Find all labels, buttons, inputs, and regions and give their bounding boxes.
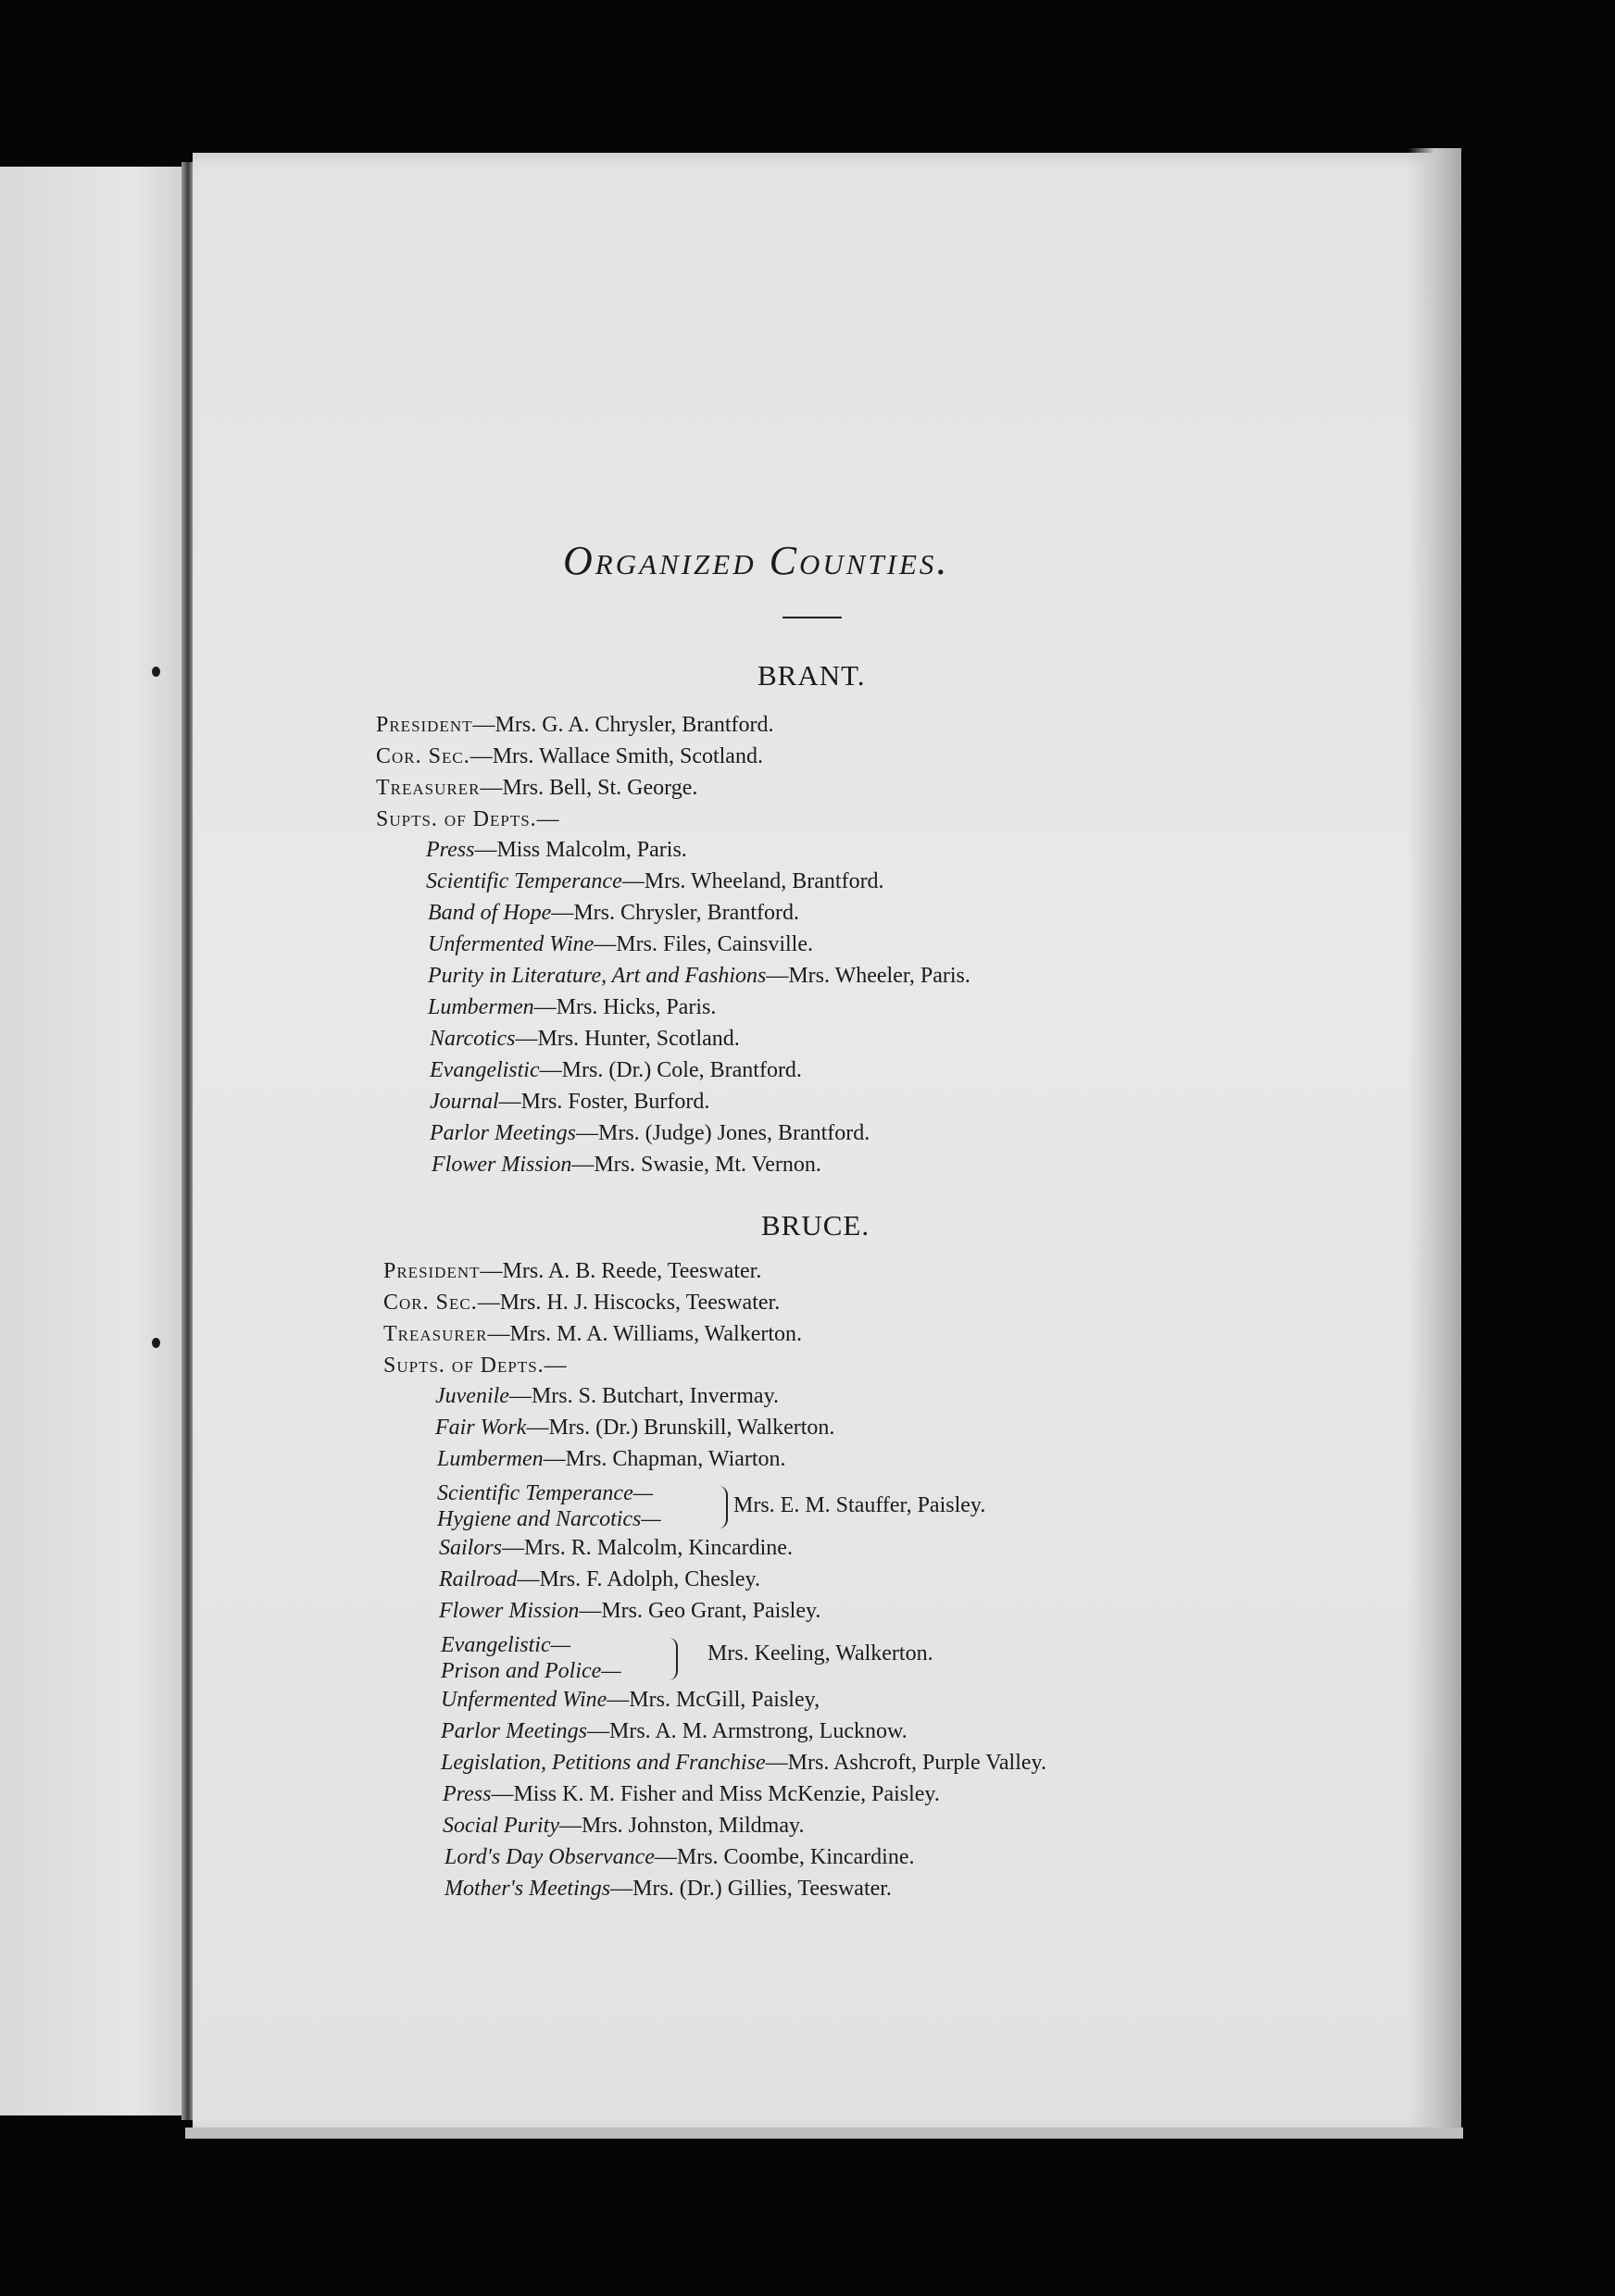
county-heading-brant: BRANT. [757,659,866,692]
dept-line: Parlor Meetings—Mrs. (Judge) Jones, Brantford. [430,1121,870,1145]
dept-person: Mrs. (Dr.) Gillies, Teeswater. [632,1877,892,1901]
dept-name: Parlor Meetings [430,1121,576,1145]
page-title: Organized Counties. [563,538,950,583]
officer-role: Cor. Sec. [376,744,470,768]
dept-name: Lumbermen [428,995,534,1019]
officer-person: Mrs. Wallace Smith, Scotland. [492,744,763,768]
dept-line: Legislation, Petitions and Franchise—Mrs. Ashcroft, Purple Valley. [441,1751,1046,1775]
officer-line: Treasurer—Mrs. M. A. Williams, Walkerton. [383,1322,803,1346]
braced-dept-names [437,1480,661,1532]
dept-name: Band of Hope [428,901,552,925]
dept-line: Press—Miss K. M. Fisher and Miss McKenzie, Paisley. [443,1782,940,1806]
dept-name: Lord's Day Observance [444,1845,655,1869]
dept-person: Mrs. S. Butchart, Invermay. [531,1384,780,1408]
officer-line: President—Mrs. A. B. Reede, Teeswater. [383,1259,762,1283]
officer-line: President—Mrs. G. A. Chrysler, Brantford. [376,713,774,737]
dept-name: Fair Work [435,1416,527,1440]
officer-line: Cor. Sec.—Mrs. Wallace Smith, Scotland. [376,744,763,768]
dept-name: Press [426,838,475,862]
dept-person: Mrs. Hicks, Paris. [556,995,717,1019]
dept-line: Journal—Mrs. Foster, Burford. [430,1090,710,1114]
dept-person: Miss Malcolm, Paris. [496,838,687,862]
dept-line: Narcotics—Mrs. Hunter, Scotland. [430,1027,740,1051]
dept-name: Hygiene and Narcotics— [437,1507,661,1531]
dept-person: Mrs. Coombe, Kincardine. [676,1845,915,1869]
dept-name: Purity in Literature, Art and Fashions [428,964,767,988]
dept-line: Fair Work—Mrs. (Dr.) Brunskill, Walkerton. [435,1416,835,1440]
dept-person: Mrs. (Dr.) Cole, Brantford. [561,1058,802,1082]
dept-name: Scientific Temperance [426,869,622,893]
dept-line: Unfermented Wine—Mrs. Files, Cainsville. [428,932,813,956]
dept-line: Mother's Meetings—Mrs. (Dr.) Gillies, Teeswater. [444,1877,892,1901]
dept-person: Mrs. A. M. Armstrong, Lucknow. [608,1719,908,1743]
braced-dept-names [441,1632,621,1684]
dept-person: Mrs. F. Adolph, Chesley. [539,1567,760,1591]
dept-person: Mrs. (Judge) Jones, Brantford. [597,1121,870,1145]
dept-person: Mrs. R. Malcolm, Kincardine. [524,1536,793,1560]
officer-line: Treasurer—Mrs. Bell, St. George. [376,776,698,800]
dept-person: Mrs. Chrysler, Brantford. [573,901,799,925]
dept-name: Prison and Police— [441,1659,621,1683]
officer-person: Mrs. G. A. Chrysler, Brantford. [495,713,774,737]
dept-line: Juvenile—Mrs. S. Butchart, Invermay. [435,1384,780,1408]
officer-person: Mrs. Bell, St. George. [502,776,698,800]
dept-line: Sailors—Mrs. R. Malcolm, Kincardine. [439,1536,793,1560]
dept-name: Flower Mission [432,1153,572,1177]
dept-person: Mrs. Geo Grant, Paisley. [601,1599,821,1623]
supts-label: Supts. of Depts.— [376,807,560,831]
dept-name: Social Purity [443,1814,559,1838]
dept-line: Railroad—Mrs. F. Adolph, Chesley. [439,1567,760,1591]
officer-person: Mrs. A. B. Reede, Teeswater. [502,1259,762,1283]
dept-person: Mrs. Johnston, Mildmay. [581,1814,805,1838]
dept-line: Lord's Day Observance—Mrs. Coombe, Kincardine. [444,1845,915,1869]
dept-person: Mrs. Chapman, Wiarton. [565,1447,786,1471]
dept-person: Miss K. M. Fisher and Miss McKenzie, Paisley. [513,1782,940,1806]
dept-line: Flower Mission—Mrs. Geo Grant, Paisley. [439,1599,821,1623]
dept-name: Parlor Meetings [441,1719,587,1743]
dept-person: Mrs. Wheeland, Brantford. [644,869,884,893]
dept-line: Lumbermen—Mrs. Chapman, Wiarton. [437,1447,786,1471]
dept-name: Press [443,1782,492,1806]
supts-label: Supts. of Depts.— [383,1354,568,1378]
dept-line: Flower Mission—Mrs. Swasie, Mt. Vernon. [432,1153,821,1177]
officer-role: President [376,713,473,737]
dept-name: Narcotics [430,1027,516,1051]
dept-person: Mrs. Hunter, Scotland. [537,1027,740,1051]
dept-line: Parlor Meetings—Mrs. A. M. Armstrong, Lucknow. [441,1719,908,1743]
dept-person: Mrs. Keeling, Walkerton. [707,1641,933,1666]
officer-role: Cor. Sec. [383,1291,478,1315]
dept-name: Juvenile [435,1384,509,1408]
dept-name: Railroad [439,1567,518,1591]
officer-role: Treasurer [383,1322,488,1346]
dept-person: Mrs. (Dr.) Brunskill, Walkerton. [548,1416,835,1440]
dept-name: Lumbermen [437,1447,544,1471]
dept-person: Mrs. Files, Cainsville. [616,932,813,956]
dept-name: Scientific Temperance— [437,1481,654,1505]
dept-line: Evangelistic—Mrs. (Dr.) Cole, Brantford. [430,1058,802,1082]
dept-person: Mrs. Ashcroft, Purple Valley. [787,1751,1046,1775]
title-rule [782,617,842,618]
brace-icon [717,1486,728,1529]
dept-name: Sailors [439,1536,503,1560]
dept-name: Unfermented Wine [441,1688,607,1712]
dept-name: Mother's Meetings [444,1877,611,1901]
dept-person: Mrs. Wheeler, Paris. [788,964,970,988]
dept-line: Scientific Temperance—Mrs. Wheeland, Brantford. [426,869,884,893]
officer-line: Cor. Sec.—Mrs. H. J. Hiscocks, Teeswater. [383,1291,781,1315]
dept-name: Legislation, Petitions and Franchise [441,1751,766,1775]
brace-icon [667,1638,678,1680]
dept-line: Social Purity—Mrs. Johnston, Mildmay. [443,1814,805,1838]
dept-name: Evangelistic [430,1058,540,1082]
dept-line: Lumbermen—Mrs. Hicks, Paris. [428,995,717,1019]
officer-role: President [383,1259,481,1283]
dept-line: Purity in Literature, Art and Fashions—Mrs. Wheeler, Paris. [428,964,970,988]
dept-person: Mrs. Swasie, Mt. Vernon. [594,1153,821,1177]
dept-line: Press—Miss Malcolm, Paris. [426,838,687,862]
dept-line: Unfermented Wine—Mrs. McGill, Paisley, [441,1688,820,1712]
officer-role: Treasurer [376,776,481,800]
dept-line: Band of Hope—Mrs. Chrysler, Brantford. [428,901,799,925]
dept-person: Mrs. E. M. Stauffer, Paisley. [733,1493,986,1517]
officer-person: Mrs. M. A. Williams, Walkerton. [509,1322,803,1346]
dept-person: Mrs. McGill, Paisley, [629,1688,820,1712]
dept-name: Evangelistic— [441,1633,570,1657]
county-heading-bruce: BRUCE. [761,1209,870,1242]
dept-name: Journal [430,1090,499,1114]
officer-person: Mrs. H. J. Hiscocks, Teeswater. [499,1291,781,1315]
dept-name: Flower Mission [439,1599,580,1623]
dept-name: Unfermented Wine [428,932,595,956]
dept-person: Mrs. Foster, Burford. [520,1090,710,1114]
